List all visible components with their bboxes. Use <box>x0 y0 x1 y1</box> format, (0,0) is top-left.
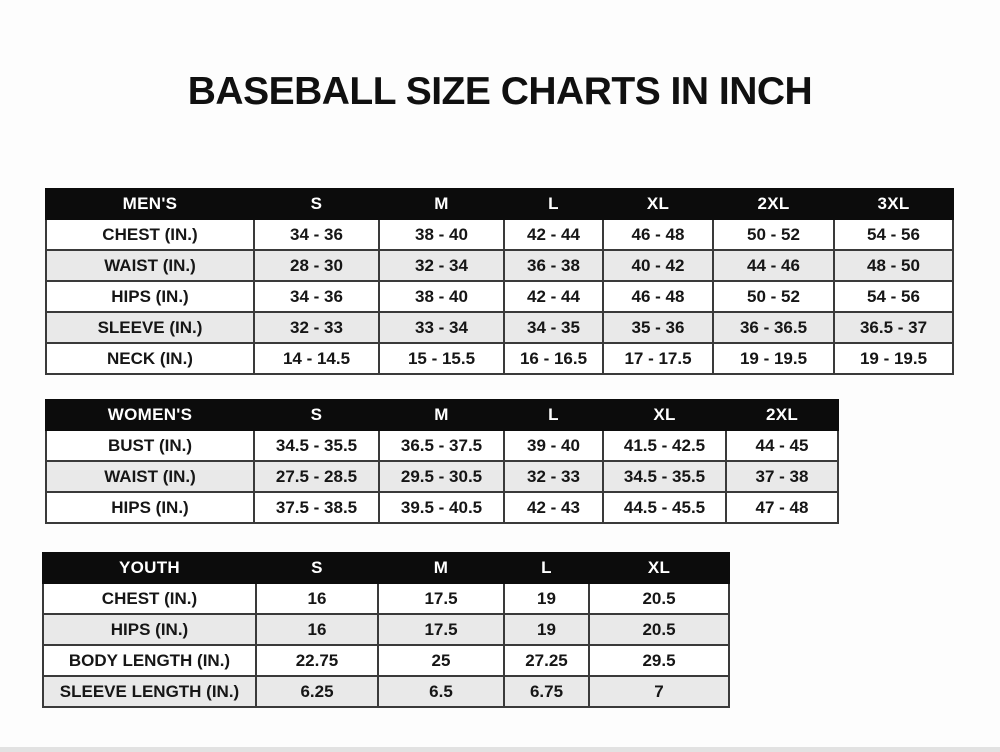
row-label-cell: SLEEVE (IN.) <box>46 312 254 343</box>
size-value-cell: 16 <box>256 583 378 614</box>
size-value-cell: 47 - 48 <box>726 492 838 523</box>
row-label-cell: HIPS (IN.) <box>46 281 254 312</box>
size-table-row <box>46 430 838 461</box>
size-value-cell: 42 - 44 <box>504 281 603 312</box>
size-value-cell: 19 <box>504 583 589 614</box>
size-table-row <box>43 583 729 614</box>
size-column-header-cell: 2XL <box>713 189 834 219</box>
size-value-cell: 19 - 19.5 <box>713 343 834 374</box>
size-column-header-cell: M <box>379 400 504 430</box>
mens-size-table <box>45 188 954 375</box>
size-column-header-cell: XL <box>603 400 726 430</box>
size-value-cell: 33 - 34 <box>379 312 504 343</box>
size-column-header-cell: M <box>379 189 504 219</box>
size-table-row <box>46 281 953 312</box>
size-value-cell: 14 - 14.5 <box>254 343 379 374</box>
table-group-title-cell: YOUTH <box>43 553 256 583</box>
size-value-cell: 34.5 - 35.5 <box>254 430 379 461</box>
size-table-header-row <box>43 553 729 583</box>
size-value-cell: 32 - 33 <box>254 312 379 343</box>
size-value-cell: 46 - 48 <box>603 281 713 312</box>
size-value-cell: 29.5 - 30.5 <box>379 461 504 492</box>
size-value-cell: 17.5 <box>378 583 504 614</box>
size-table-row <box>46 219 953 250</box>
size-value-cell: 22.75 <box>256 645 378 676</box>
row-label-cell: SLEEVE LENGTH (IN.) <box>43 676 256 707</box>
table-group-title-cell: MEN'S <box>46 189 254 219</box>
size-value-cell: 25 <box>378 645 504 676</box>
size-value-cell: 44.5 - 45.5 <box>603 492 726 523</box>
size-value-cell: 6.25 <box>256 676 378 707</box>
size-column-header-cell: 3XL <box>834 189 953 219</box>
size-value-cell: 20.5 <box>589 583 729 614</box>
size-value-cell: 20.5 <box>589 614 729 645</box>
size-value-cell: 42 - 43 <box>504 492 603 523</box>
size-table-row <box>43 676 729 707</box>
row-label-cell: CHEST (IN.) <box>46 219 254 250</box>
womens-size-table <box>45 399 839 524</box>
size-value-cell: 36 - 36.5 <box>713 312 834 343</box>
size-value-cell: 34.5 - 35.5 <box>603 461 726 492</box>
size-value-cell: 16 - 16.5 <box>504 343 603 374</box>
size-value-cell: 7 <box>589 676 729 707</box>
size-value-cell: 50 - 52 <box>713 281 834 312</box>
size-value-cell: 40 - 42 <box>603 250 713 281</box>
size-value-cell: 44 - 45 <box>726 430 838 461</box>
size-value-cell: 6.5 <box>378 676 504 707</box>
size-value-cell: 46 - 48 <box>603 219 713 250</box>
size-value-cell: 54 - 56 <box>834 219 953 250</box>
size-value-cell: 36 - 38 <box>504 250 603 281</box>
size-value-cell: 19 <box>504 614 589 645</box>
size-value-cell: 39.5 - 40.5 <box>379 492 504 523</box>
row-label-cell: WAIST (IN.) <box>46 461 254 492</box>
size-value-cell: 19 - 19.5 <box>834 343 953 374</box>
size-value-cell: 34 - 36 <box>254 281 379 312</box>
size-value-cell: 27.25 <box>504 645 589 676</box>
size-value-cell: 39 - 40 <box>504 430 603 461</box>
size-value-cell: 32 - 34 <box>379 250 504 281</box>
row-label-cell: HIPS (IN.) <box>46 492 254 523</box>
size-value-cell: 17.5 <box>378 614 504 645</box>
size-table-row <box>46 343 953 374</box>
size-table-row <box>46 492 838 523</box>
size-column-header-cell: XL <box>603 189 713 219</box>
size-value-cell: 29.5 <box>589 645 729 676</box>
size-value-cell: 36.5 - 37.5 <box>379 430 504 461</box>
size-value-cell: 36.5 - 37 <box>834 312 953 343</box>
size-column-header-cell: S <box>256 553 378 583</box>
size-value-cell: 6.75 <box>504 676 589 707</box>
size-table-row <box>43 645 729 676</box>
bottom-edge-strip <box>0 747 1000 752</box>
size-column-header-cell: 2XL <box>726 400 838 430</box>
size-column-header-cell: L <box>504 553 589 583</box>
table-group-title-cell: WOMEN'S <box>46 400 254 430</box>
size-table-header-row <box>46 189 953 219</box>
size-column-header-cell: L <box>504 400 603 430</box>
size-value-cell: 37.5 - 38.5 <box>254 492 379 523</box>
size-column-header-cell: M <box>378 553 504 583</box>
size-table-header-row <box>46 400 838 430</box>
row-label-cell: NECK (IN.) <box>46 343 254 374</box>
size-value-cell: 15 - 15.5 <box>379 343 504 374</box>
size-value-cell: 34 - 36 <box>254 219 379 250</box>
youth-size-table <box>42 552 730 708</box>
size-value-cell: 41.5 - 42.5 <box>603 430 726 461</box>
size-table-row <box>46 461 838 492</box>
size-value-cell: 28 - 30 <box>254 250 379 281</box>
size-value-cell: 38 - 40 <box>379 281 504 312</box>
size-table-row <box>43 614 729 645</box>
size-value-cell: 35 - 36 <box>603 312 713 343</box>
size-value-cell: 16 <box>256 614 378 645</box>
size-value-cell: 38 - 40 <box>379 219 504 250</box>
row-label-cell: BUST (IN.) <box>46 430 254 461</box>
size-table-row <box>46 250 953 281</box>
size-value-cell: 34 - 35 <box>504 312 603 343</box>
size-value-cell: 17 - 17.5 <box>603 343 713 374</box>
size-value-cell: 42 - 44 <box>504 219 603 250</box>
size-value-cell: 54 - 56 <box>834 281 953 312</box>
size-value-cell: 37 - 38 <box>726 461 838 492</box>
size-column-header-cell: S <box>254 400 379 430</box>
size-value-cell: 50 - 52 <box>713 219 834 250</box>
size-column-header-cell: XL <box>589 553 729 583</box>
page-title: BASEBALL SIZE CHARTS IN INCH <box>187 70 813 113</box>
size-value-cell: 32 - 33 <box>504 461 603 492</box>
size-value-cell: 27.5 - 28.5 <box>254 461 379 492</box>
size-column-header-cell: L <box>504 189 603 219</box>
row-label-cell: WAIST (IN.) <box>46 250 254 281</box>
size-value-cell: 48 - 50 <box>834 250 953 281</box>
size-column-header-cell: S <box>254 189 379 219</box>
row-label-cell: BODY LENGTH (IN.) <box>43 645 256 676</box>
size-value-cell: 44 - 46 <box>713 250 834 281</box>
row-label-cell: CHEST (IN.) <box>43 583 256 614</box>
size-table-row <box>46 312 953 343</box>
row-label-cell: HIPS (IN.) <box>43 614 256 645</box>
